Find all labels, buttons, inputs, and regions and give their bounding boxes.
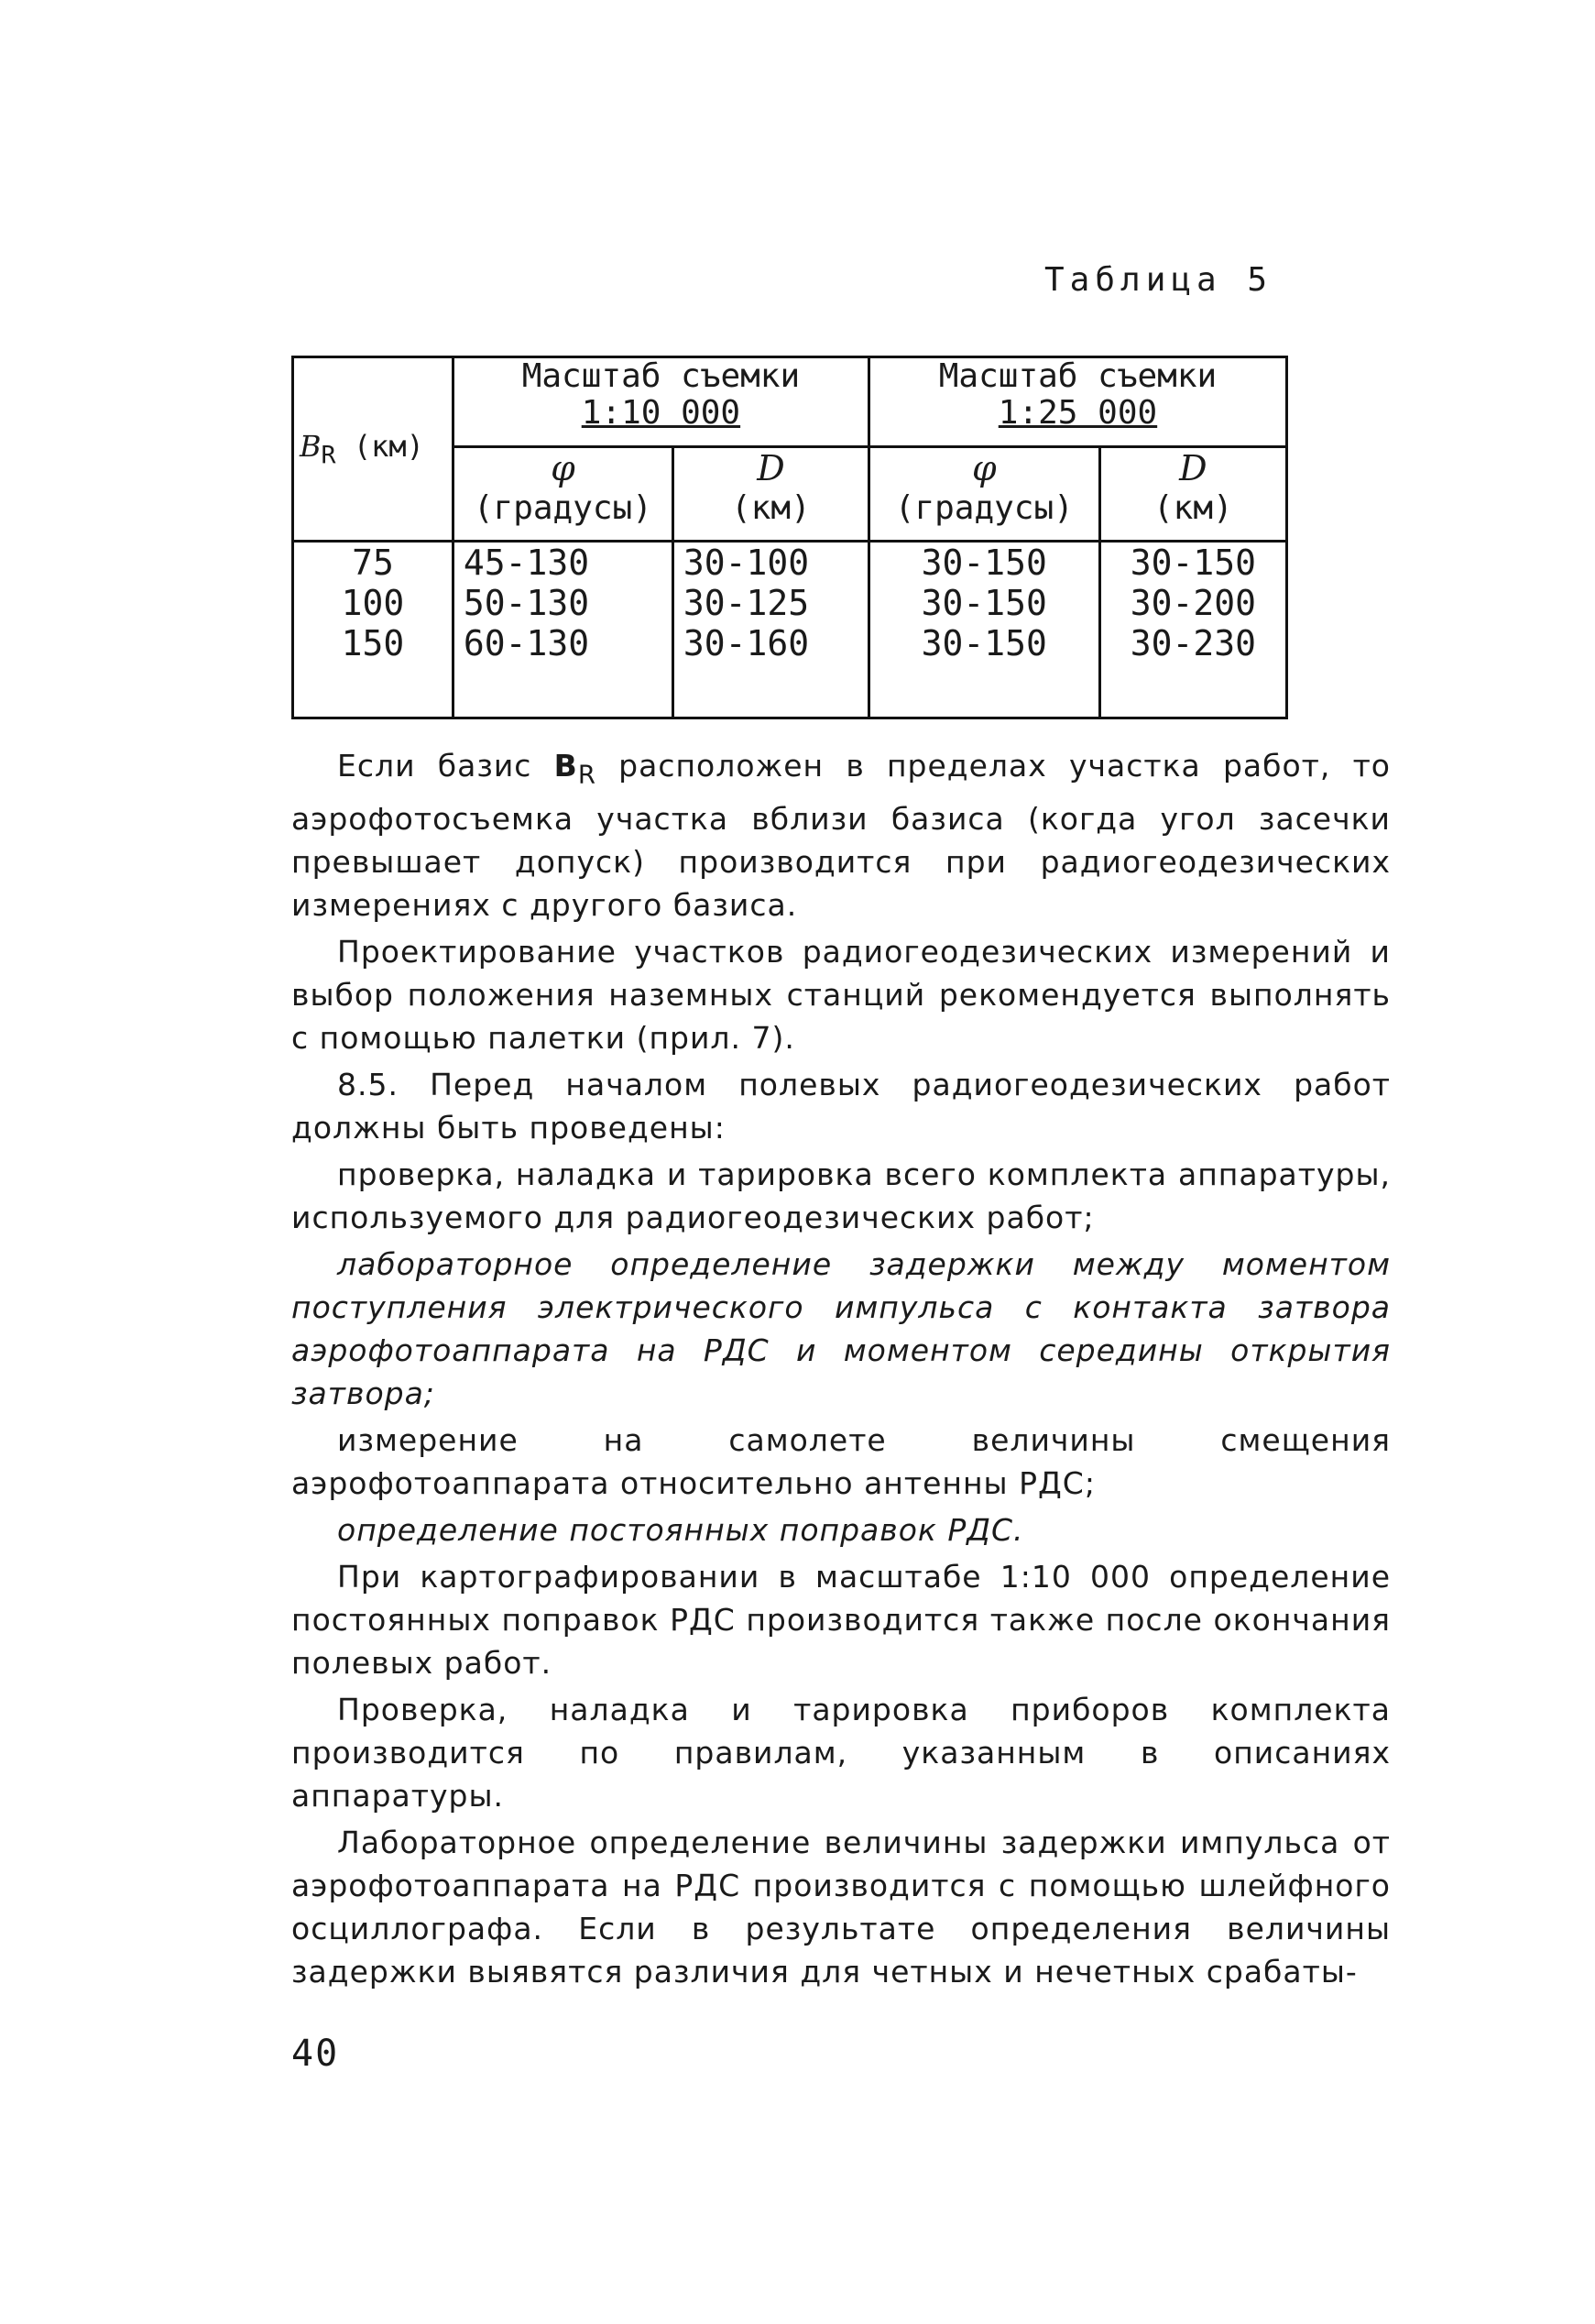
phi2-values — [869, 542, 1099, 718]
basis-symbol: B — [553, 748, 578, 784]
d-symbol: D — [1179, 448, 1207, 488]
br-values — [293, 542, 453, 718]
d2-values — [1099, 542, 1286, 718]
d-unit: (км) — [731, 489, 811, 527]
br-header — [293, 357, 453, 542]
paragraph-4: проверка, наладка и тарировка всего комплекта аппаратуры, используемого для радиогеодезических работ; — [291, 1156, 1391, 1235]
table-cell: 30-125 — [683, 583, 810, 623]
table-cell: 30-200 — [1130, 583, 1256, 623]
table-cell: 30-150 — [1130, 543, 1256, 583]
group1-scale: 1:10 000 — [581, 394, 741, 432]
phi-unit: (градусы) — [894, 489, 1074, 527]
d1-values — [672, 542, 869, 718]
table-cell: 30-150 — [921, 623, 1047, 663]
br-subscript: R — [321, 441, 336, 470]
d-header-2 — [1099, 447, 1286, 542]
table-cell: 30-150 — [921, 583, 1047, 623]
paragraph-1-rest: расположен в пределах участка работ, то аэрофотосъемка участка вблизи базиса (когда угол засечки превышает допуск) производится при радиогеодезических измерениях с другого базиса. — [291, 748, 1391, 923]
group2-scale: 1:25 000 — [998, 394, 1158, 432]
table-cell: 30-160 — [683, 623, 810, 663]
paragraph-1 — [291, 744, 1391, 926]
paragraph-8: При картографировании в масштабе 1:10 000 определение постоянных поправок РДС производится также после окончания полевых работ. — [291, 1558, 1391, 1681]
phi-header-1 — [453, 447, 672, 542]
table-cell: 100 — [341, 583, 405, 623]
group1-header — [453, 357, 869, 447]
table-caption: Таблица 5 — [1044, 261, 1273, 299]
phi-header-2 — [869, 447, 1099, 542]
group2-header — [869, 357, 1286, 447]
table-cell: 30-100 — [683, 543, 810, 583]
paragraph-2: Проектирование участков радиогеодезических измерений и выбор положения наземных станций рекомендуется выполнять с помощью палетки (прил. 7). — [291, 933, 1391, 1056]
table-cell: 30-230 — [1130, 623, 1256, 663]
table-cell: 30-150 — [921, 543, 1047, 583]
phi-symbol: φ — [551, 448, 575, 488]
d-unit: (км) — [1153, 489, 1233, 527]
table-cell: 75 — [352, 543, 394, 583]
phi-unit: (градусы) — [473, 489, 652, 527]
br-unit: (км) — [335, 428, 424, 464]
table-cell: 50-130 — [463, 583, 590, 623]
group1-label: Масштаб съемки — [521, 357, 801, 395]
paragraph-5: лабораторное определение задержки между моментом поступления электрического импульса с контакта затвора аэрофотоаппарата на РДС и моментом середины открытия затвора; — [291, 1245, 1391, 1411]
br-symbol: B — [300, 428, 322, 464]
paragraph-10: Лабораторное определение величины задержки импульса от аэрофотоаппарата на РДС производится с помощью шлейфного осциллографа. Если в результате определения величины задержки выявятся различия для четных и нечетных срабаты- — [291, 1824, 1391, 1990]
data-table — [291, 356, 1288, 719]
table-cell: 150 — [341, 623, 405, 663]
paragraph-1-start: Если базис — [337, 748, 554, 784]
page-number: 40 — [291, 2033, 340, 2075]
paragraph-7: определение постоянных поправок РДС. — [337, 1511, 1024, 1548]
phi1-values — [453, 542, 672, 718]
d-symbol: D — [757, 448, 785, 488]
group2-label: Масштаб съемки — [938, 357, 1218, 395]
d-header-1 — [672, 447, 869, 542]
table-cell: 60-130 — [463, 623, 590, 663]
paragraph-9: Проверка, наладка и тарировка приборов комплекта производится по правилам, указанным в описаниях аппаратуры. — [291, 1691, 1391, 1814]
paragraph-6: измерение на самолете величины смещения аэрофотоаппарата относительно антенны РДС; — [291, 1421, 1391, 1501]
phi-symbol: φ — [972, 448, 997, 488]
body-text — [291, 744, 1391, 1997]
paragraph-3: 8.5. Перед началом полевых радиогеодезических работ должны быть проведены: — [291, 1066, 1391, 1146]
table-cell: 45-130 — [463, 543, 590, 583]
basis-subscript: R — [577, 760, 596, 790]
